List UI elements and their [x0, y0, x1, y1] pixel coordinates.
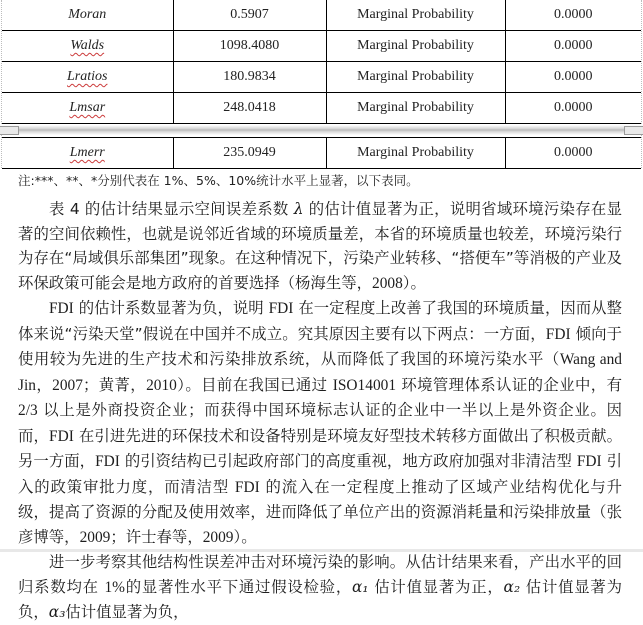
statistic-name-cell [2, 62, 173, 93]
text-run: 估计值显著为正， [368, 577, 504, 596]
table-footnote: 注:***、**、*分别代表在 1%、5%、10%统计水平上显著，以下表同。 [18, 173, 419, 188]
text-run: ；许士春等， [110, 527, 203, 546]
math-symbol: λ [293, 200, 304, 218]
probability-value-cell-text: 0.0000 [554, 100, 593, 115]
statistic-value-cell-text: 248.0418 [223, 100, 276, 115]
math-symbol: α₁ [352, 577, 369, 596]
statistic-name-cell-text: Lmerr [69, 145, 105, 160]
page-break-handle-right[interactable] [624, 126, 643, 135]
probability-value-cell [505, 62, 641, 93]
probability-label-cell [326, 31, 505, 62]
text-run: FDI [268, 300, 294, 317]
page-margin-guide-right [641, 0, 642, 168]
text-run: 1% [104, 578, 125, 596]
statistic-name-cell-text: Walds [70, 38, 105, 53]
table-row [2, 138, 641, 169]
statistic-name-cell-text: Moran [68, 7, 107, 22]
statistic-value-cell-text: 0.5907 [230, 7, 269, 22]
text-run: 2009 [79, 528, 111, 546]
text-run: 的引资结构已引起政府部门的高度重视，地方政府加强对非清洁型 [119, 452, 577, 470]
statistics-table-continued [2, 137, 641, 169]
table-row [2, 62, 641, 93]
probability-value-cell [505, 93, 641, 124]
probability-value-cell [505, 31, 641, 62]
text-run: ）。 [233, 527, 257, 546]
statistic-name-cell-text: Lratios [67, 69, 108, 84]
paragraph-spatial-error [18, 197, 622, 296]
statistic-value-cell [173, 93, 326, 124]
text-run: FDI [576, 453, 602, 470]
paragraph-fdi [18, 296, 622, 550]
statistic-name-cell [2, 0, 173, 31]
statistic-value-cell [173, 0, 326, 31]
text-run: FDI [95, 453, 120, 470]
probability-value-cell [505, 0, 641, 31]
statistic-name-cell [2, 93, 173, 124]
text-run: 以上是外商投资企业；而获得中国环境标志认证的企业中一半以上是外资企业。因而， [18, 401, 622, 445]
text-run: 2010 [146, 376, 177, 394]
document-body [18, 197, 622, 625]
text-run: 的估计值显著为正，说明省域环境污染存在显著的空间依赖性，也就是说邻近省域的环境质量差，本省的环境质量也较差，环境污染行为存在“局域俱乐部集团”现象。在这种情况下，污染产业转移、“搭便车”等消极的产业及环保政策可能会是地方政府的首要选择（杨海生等， [18, 200, 622, 292]
table-row [2, 0, 641, 31]
statistics-table-top [2, 0, 641, 124]
probability-label-cell-text: Marginal Probability [357, 145, 474, 160]
text-run: 2007 [52, 376, 83, 394]
statistic-value-cell [173, 138, 326, 169]
text-run: FDI [49, 300, 74, 317]
text-run: 表 4 的估计结果显示空间误差系数 [49, 200, 294, 218]
statistics-table-body [2, 138, 641, 169]
probability-label-cell-text: Marginal Probability [357, 38, 474, 53]
text-run: 倾向于使用较为先进的生产技术和污染排放系统，从而降低了我国的环境污染水平（ [18, 324, 622, 368]
text-run: ）。 [402, 273, 426, 292]
paragraph-structural-shocks [18, 550, 622, 625]
probability-value-cell-text: 0.0000 [554, 38, 593, 53]
probability-label-cell [326, 93, 505, 124]
math-symbol: α₂ [503, 577, 521, 596]
text-run: FDI [49, 427, 74, 445]
probability-value-cell-text: 0.0000 [554, 69, 593, 84]
text-run: 2/3 [18, 402, 38, 419]
statistic-name-cell [2, 138, 173, 169]
text-run: FDI [234, 478, 260, 496]
statistic-value-cell-text: 180.9834 [223, 69, 276, 84]
text-run: 估计值显著为负， [18, 577, 622, 621]
probability-label-cell [326, 0, 505, 31]
text-run: Wang and Jin [18, 351, 622, 394]
probability-label-cell-text: Marginal Probability [357, 7, 474, 22]
probability-label-cell [326, 62, 505, 93]
page-break-handle-left[interactable] [0, 126, 19, 135]
text-run: 估计值显著为负， [65, 603, 189, 621]
text-run: 在一定程度上改善了我国的环境质量，因而从整体来说“污染天堂”假说在中国并不成立。究其原因主要有以下两点：一方面， [18, 299, 622, 343]
text-run: 的估计系数显著为负，说明 [73, 299, 269, 317]
text-run: FDI [545, 325, 571, 343]
statistic-value-cell [173, 62, 326, 93]
statistic-value-cell-text: 235.0949 [223, 145, 276, 160]
probability-label-cell [326, 138, 505, 169]
text-run: 2008 [372, 274, 403, 292]
text-run: 环境管理体系认证的企业中，有 [396, 375, 622, 394]
math-symbol: α₃ [48, 603, 66, 621]
text-run: 在引进先进的环保技术和设备特别是环境友好型技术转移方面做出了积极贡献。另一方面， [18, 426, 622, 470]
text-run: ；黄菁， [82, 375, 147, 394]
text-run: 的流入在一定程度上推动了区域产业结构优化与升级，提高了资源的分配及使用效率，进而降低了单位产出的资源消耗量和污染排放量（张彦博等， [18, 477, 622, 546]
probability-value-cell [505, 138, 641, 169]
text-run: 的显著性水平下通过假设检验， [125, 577, 353, 596]
statistic-name-cell [2, 31, 173, 62]
statistic-value-cell [173, 31, 326, 62]
text-run: 2009 [202, 528, 234, 546]
statistic-name-cell-text: Lmsar [69, 100, 106, 115]
table-row [2, 31, 641, 62]
page-break-separator[interactable] [0, 125, 643, 135]
text-run: 进一步考察其他结构性误差冲击对环境污染的影响。从估计结果来看，产出水平的回归系数均在 [18, 553, 622, 596]
probability-value-cell-text: 0.0000 [554, 7, 593, 22]
table-row [2, 93, 641, 124]
statistic-value-cell-text: 1098.4080 [219, 38, 280, 53]
text-run: ）。目前在我国已通过 [176, 375, 333, 394]
probability-label-cell-text: Marginal Probability [357, 69, 474, 84]
probability-label-cell-text: Marginal Probability [357, 100, 474, 115]
text-run: ， [35, 375, 53, 394]
statistics-table-body [2, 0, 641, 124]
probability-value-cell-text: 0.0000 [554, 145, 593, 160]
text-run: 引入的政策审批力度，而清洁型 [18, 452, 622, 496]
text-run: ISO14001 [332, 376, 397, 394]
